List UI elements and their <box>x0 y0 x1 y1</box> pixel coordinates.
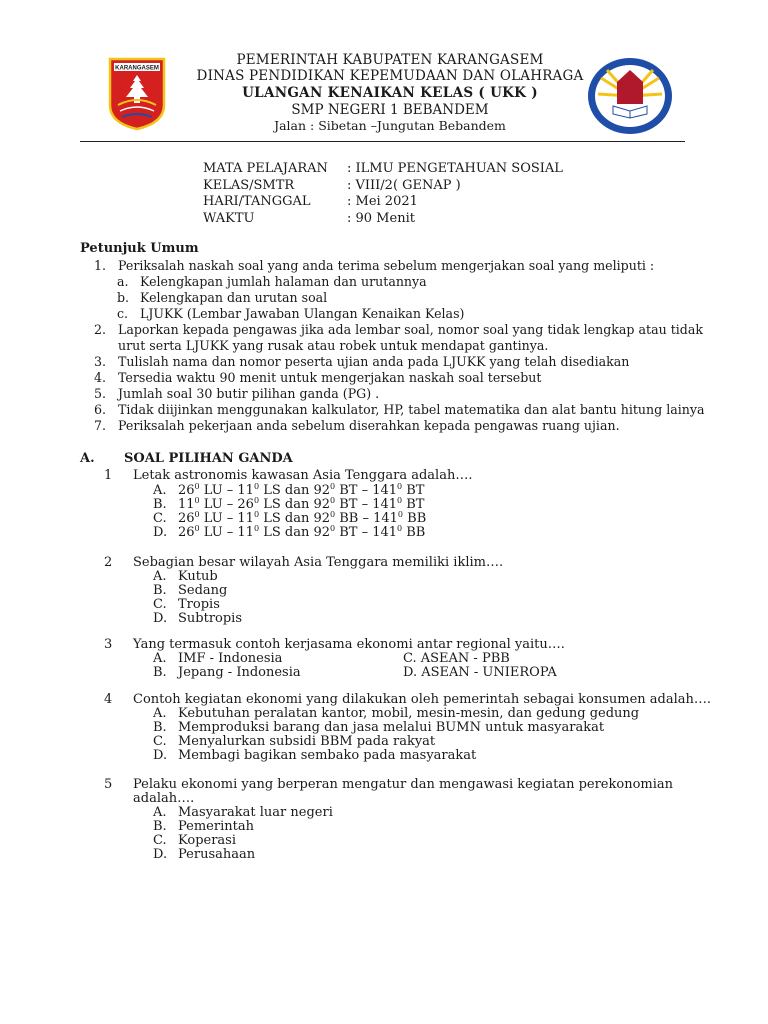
question-text: Sebagian besar wilayah Asia Tenggara memiliki iklim…. <box>133 555 504 570</box>
regency-emblem-icon <box>108 57 166 131</box>
instruction-number: 1. <box>94 258 107 273</box>
option-label: C. <box>153 833 167 848</box>
instruction-text: Tersedia waktu 90 menit untuk mengerjakan naskah soal tersebut <box>118 370 542 385</box>
meta-value: : VIII/2( GENAP ) <box>347 177 461 193</box>
answer-option[interactable] <box>80 511 680 526</box>
question-5 <box>80 777 680 865</box>
answer-option[interactable] <box>80 483 680 498</box>
option-label: B. <box>153 720 167 735</box>
option-text: Pemerintah <box>178 819 254 834</box>
option-text: Subtropis <box>178 611 243 626</box>
answer-option[interactable] <box>80 734 680 749</box>
header-divider <box>80 141 685 142</box>
answer-option[interactable] <box>80 748 680 763</box>
left-logo-text: KARANGASEM <box>115 65 159 72</box>
option-text: $26^0$ LU – $11^0$ LS dan $92^0$ BT – $141^0$ BT <box>178 482 425 498</box>
answer-option[interactable] <box>80 583 680 598</box>
question-number: 5 <box>104 777 113 792</box>
instruction-number: 3. <box>94 354 107 369</box>
question-text: Pelaku ekonomi yang berperan mengatur dan mengawasi kegiatan perekonomian <box>133 777 674 792</box>
instruction-text: Jumlah soal 30 butir pilihan ganda (PG) . <box>118 386 380 401</box>
question-number: 2 <box>104 555 113 570</box>
instruction-text: Periksalah pekerjaan anda sebelum diserahkan kepada pengawas ruang ujian. <box>118 418 620 433</box>
option-text: $26^0$ LU – $11^0$ LS dan $92^0$ BT – $141^0$ BB <box>178 524 426 540</box>
question-text: Letak astronomis kawasan Asia Tenggara adalah…. <box>133 468 473 483</box>
option-label: B. <box>153 497 167 512</box>
question-number: 1 <box>104 468 113 483</box>
instruction-continuation <box>80 338 680 354</box>
answer-option[interactable] <box>80 706 680 721</box>
option-label: C. <box>153 597 167 612</box>
option-label: D. <box>153 525 168 540</box>
instruction-number: 2. <box>94 322 107 337</box>
option-right[interactable]: D. ASEAN - UNIEROPA <box>403 665 557 680</box>
section-letter: A. <box>80 451 95 466</box>
instruction-item <box>80 258 680 274</box>
option-label: A. <box>153 706 167 721</box>
option-text: Sedang <box>178 583 228 598</box>
meta-value: : 90 Menit <box>347 210 415 226</box>
instruction-text: Periksalah naskah soal yang anda terima sebelum mengerjakan soal yang meliputi : <box>118 258 655 273</box>
instruction-text: Laporkan kepada pengawas jika ada lembar soal, nomor soal yang tidak lengkap atau tidak <box>118 322 703 337</box>
option-text: Tropis <box>178 597 220 612</box>
meta-value: : Mei 2021 <box>347 194 418 209</box>
meta-key: KELAS/SMTR <box>203 177 295 193</box>
answer-option[interactable] <box>80 847 680 862</box>
option-label[interactable]: A. <box>153 651 167 666</box>
instruction-item <box>80 386 680 402</box>
instruction-number: 5. <box>94 386 107 401</box>
answer-option[interactable] <box>80 720 680 735</box>
option-label: A. <box>153 569 167 584</box>
option-label: D. <box>153 611 168 626</box>
answer-option[interactable] <box>80 497 680 512</box>
answer-option[interactable] <box>80 597 680 612</box>
meta-key: HARI/TANGGAL <box>203 194 311 209</box>
meta-value: : ILMU PENGETAHUAN SOSIAL <box>347 161 563 176</box>
option-text: Koperasi <box>178 833 236 848</box>
instruction-item <box>80 322 703 338</box>
option-text[interactable]: IMF - Indonesia <box>178 651 283 666</box>
option-label: D. <box>153 748 168 763</box>
school-emblem-icon <box>587 56 673 136</box>
section-title: SOAL PILIHAN GANDA <box>124 451 293 466</box>
header-exam-title: ULANGAN KENAIKAN KELAS ( UKK ) <box>242 85 538 101</box>
question-text: Yang termasuk contoh kerjasama ekonomi antar regional yaitu…. <box>133 637 565 652</box>
question-number: 4 <box>104 692 113 707</box>
option-text: Membagi bagikan sembako pada masyarakat <box>178 748 477 763</box>
option-text[interactable]: Jepang - Indonesia <box>178 665 301 680</box>
option-text: Memproduksi barang dan jasa melalui BUMN untuk masyarakat <box>178 720 605 735</box>
question-number: 3 <box>104 637 113 652</box>
option-label: D. <box>153 847 168 862</box>
instruction-item <box>80 418 680 434</box>
option-label: B. <box>153 583 167 598</box>
option-label: A. <box>153 483 167 498</box>
instruction-number: 6. <box>94 402 107 417</box>
option-label: A. <box>153 805 167 820</box>
instruction-sub-label: b. <box>117 290 130 305</box>
instruction-text: Tulislah nama dan nomor peserta ujian anda pada LJUKK yang telah disediakan <box>118 354 630 369</box>
option-label: B. <box>153 819 167 834</box>
instruction-sub-text: Kelengkapan dan urutan soal <box>140 290 328 305</box>
instruction-sub-label: c. <box>117 306 129 321</box>
instruction-sub-label: a. <box>117 274 129 289</box>
answer-option-row <box>80 651 680 666</box>
question-text-continued: adalah…. <box>133 791 195 806</box>
instruction-text: Tidak diijinkan menggunakan kalkulator, HP, tabel matematika dan alat bantu hitung lainya <box>118 402 705 417</box>
question-text: Contoh kegiatan ekonomi yang dilakukan oleh pemerintah sebagai konsumen adalah…. <box>133 692 712 707</box>
answer-option-row <box>80 665 680 680</box>
instruction-sub-text: LJUKK (Lembar Jawaban Ulangan Kenaikan Kelas) <box>140 306 465 321</box>
instruction-item <box>80 370 680 386</box>
question-1 <box>80 468 680 540</box>
option-text: Masyarakat luar negeri <box>178 805 333 820</box>
question-4 <box>80 692 712 764</box>
instruction-subitem <box>80 290 680 306</box>
option-right[interactable]: C. ASEAN - PBB <box>403 651 510 666</box>
instruction-subitem <box>80 274 680 290</box>
header-address: Jalan : Sibetan –Jungutan Bebandem <box>274 118 506 133</box>
answer-option[interactable] <box>80 525 680 540</box>
header-government: PEMERINTAH KABUPATEN KARANGASEM <box>236 52 544 68</box>
instruction-item <box>80 354 680 370</box>
option-text: Perusahaan <box>178 847 256 862</box>
option-text: Kebutuhan peralatan kantor, mobil, mesin-mesin, dan gedung gedung <box>178 706 640 721</box>
instruction-text: urut serta LJUKK yang rusak atau robek untuk mendapat gantinya. <box>118 338 549 353</box>
question-3 <box>80 637 680 681</box>
meta-key: MATA PELAJARAN <box>203 161 328 176</box>
option-label: C. <box>153 734 167 749</box>
header-school: SMP NEGERI 1 BEBANDEM <box>291 102 489 118</box>
answer-option[interactable] <box>80 805 680 820</box>
instruction-subitem <box>80 306 680 322</box>
meta-key: WAKTU <box>203 210 255 226</box>
answer-option[interactable] <box>80 819 680 834</box>
answer-option[interactable] <box>80 611 680 626</box>
answer-option[interactable] <box>80 833 680 848</box>
option-text: $11^0$ LU – $26^0$ LS dan $92^0$ BT – $141^0$ BT <box>178 496 425 512</box>
instruction-number: 4. <box>94 370 107 385</box>
option-text: $26^0$ LU – $11^0$ LS dan $92^0$ BB – $141^0$ BB <box>178 510 427 526</box>
instruction-number: 7. <box>94 418 107 433</box>
option-text: Kutub <box>178 569 218 584</box>
option-label[interactable]: B. <box>153 665 167 680</box>
header-department: DINAS PENDIDIKAN KEPEMUDAAN DAN OLAHRAGA <box>196 68 584 84</box>
option-label: C. <box>153 511 167 526</box>
instruction-item <box>80 402 705 418</box>
question-2 <box>80 555 680 627</box>
option-text: Menyalurkan subsidi BBM pada rakyat <box>178 734 436 749</box>
answer-option[interactable] <box>80 569 680 584</box>
instruction-sub-text: Kelengkapan jumlah halaman dan urutannya <box>140 274 427 289</box>
instructions-title: Petunjuk Umum <box>80 241 199 256</box>
